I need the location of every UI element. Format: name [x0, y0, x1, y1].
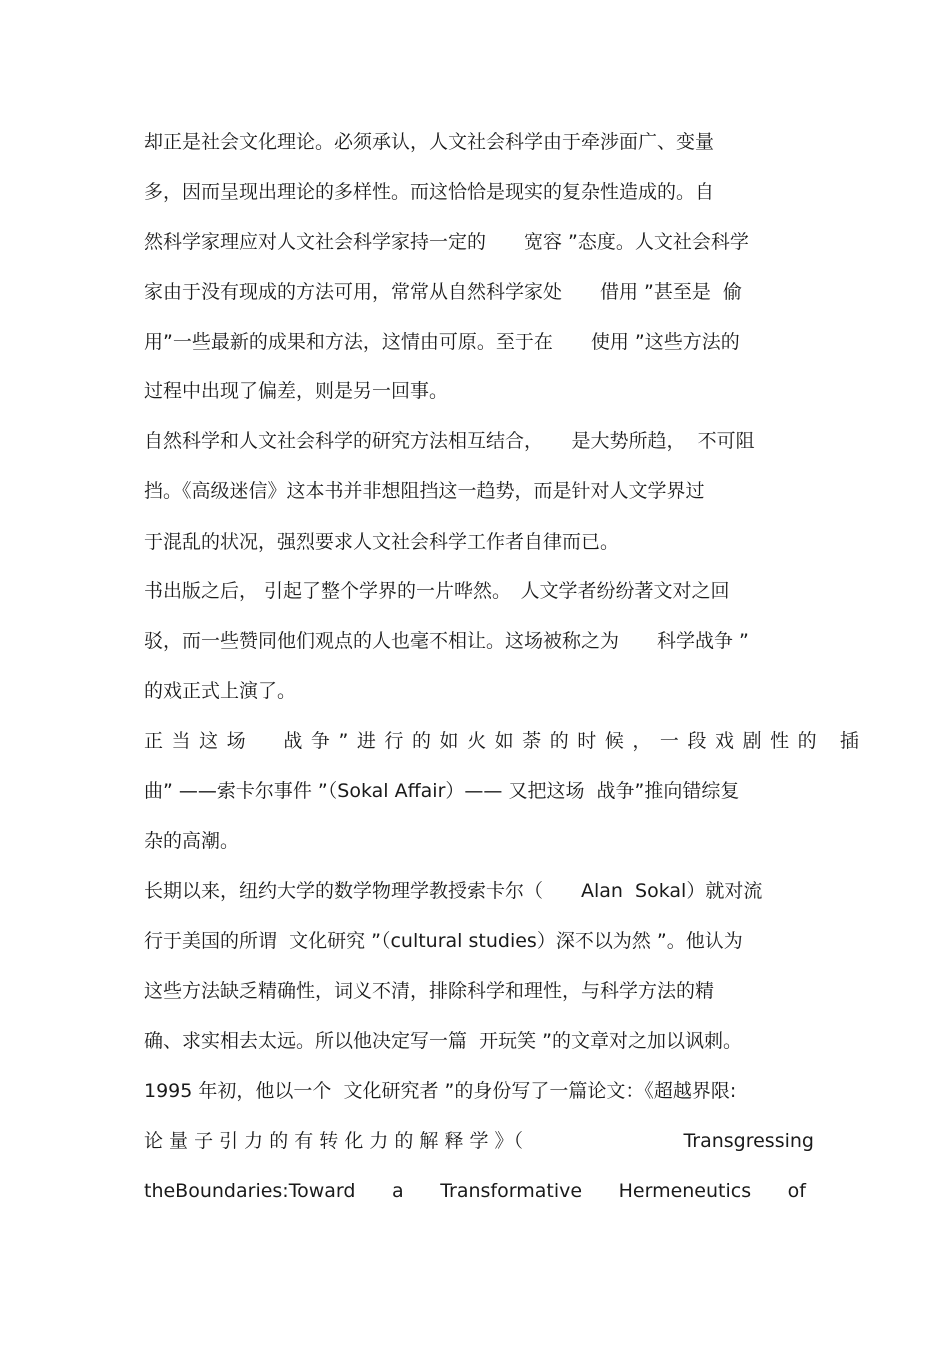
- text-segment: theBoundaries:Toward: [144, 1180, 356, 1202]
- text-line-justified: [144, 1126, 814, 1156]
- text-line: 曲” ——索卡尔事件 ”（Sokal Affair）—— 又把这场 战争”推向错综复: [144, 780, 740, 802]
- text-segment: of: [787, 1180, 806, 1202]
- text-line: 确、求实相去太远。所以他决定写一篇 开玩笑 ”的文章对之加以讽刺。: [144, 1030, 742, 1052]
- text-line: 1995 年初，他以一个 文化研究者 ”的身份写了一篇论文：《超越界限:: [144, 1080, 737, 1102]
- text-line: 自然科学和人文社会科学的研究方法相互结合， 是大势所趋， 不可阻: [144, 430, 755, 452]
- text-line: 用”一些最新的成果和方法，这情由可原。至于在 使用 ”这些方法的: [144, 331, 740, 353]
- text-line: 这些方法缺乏精确性，词义不清，排除科学和理性，与科学方法的精: [144, 980, 715, 1002]
- text-line: 正当这场 战争”进行的如火如荼的时候，一段戏剧性的 插: [144, 730, 868, 752]
- text-line: 于混乱的状况，强烈要求人文社会科学工作者自律而已。: [144, 531, 620, 553]
- text-segment: Transgressing: [683, 1130, 814, 1152]
- text-segment: 论 量 子 引 力 的 有 转 化 力 的 解 释 学 》（: [144, 1130, 524, 1152]
- text-line: 却正是社会文化理论。必须承认，人文社会科学由于牵涉面广、变量: [144, 131, 715, 153]
- text-line: 家由于没有现成的方法可用，常常从自然科学家处 借用 ”甚至是 偷: [144, 281, 742, 303]
- text-line: 长期以来，纽约大学的数学物理学教授索卡尔（ Alan Sokal）就对流: [144, 880, 763, 902]
- text-line: 多，因而呈现出理论的多样性。而这恰恰是现实的复杂性造成的。自: [144, 181, 715, 203]
- text-line: 驳，而一些赞同他们观点的人也毫不相让。这场被称之为 科学战争 ”: [144, 630, 749, 652]
- text-line-justified: [144, 1176, 806, 1206]
- text-line: 行于美国的所谓 文化研究 ”（cultural studies）深不以为然 ”。他认为: [144, 930, 743, 952]
- text-line: 然科学家理应对人文社会科学家持一定的 宽容 ”态度。人文社会科学: [144, 231, 749, 253]
- text-line: 过程中出现了偏差，则是另一回事。: [144, 380, 449, 402]
- text-segment: a: [392, 1180, 404, 1202]
- text-segment: Transformative: [440, 1180, 583, 1202]
- text-line: 挡。《高级迷信》这本书并非想阻挡这一趋势，而是针对人文学界过: [144, 480, 705, 502]
- text-line: 的戏正式上演了。: [144, 680, 297, 702]
- text-segment: Hermeneutics: [618, 1180, 752, 1202]
- text-line: 书出版之后， 引起了整个学界的一片哗然。 人文学者纷纷著文对之回: [144, 580, 730, 602]
- text-line: 杂的高潮。: [144, 830, 240, 852]
